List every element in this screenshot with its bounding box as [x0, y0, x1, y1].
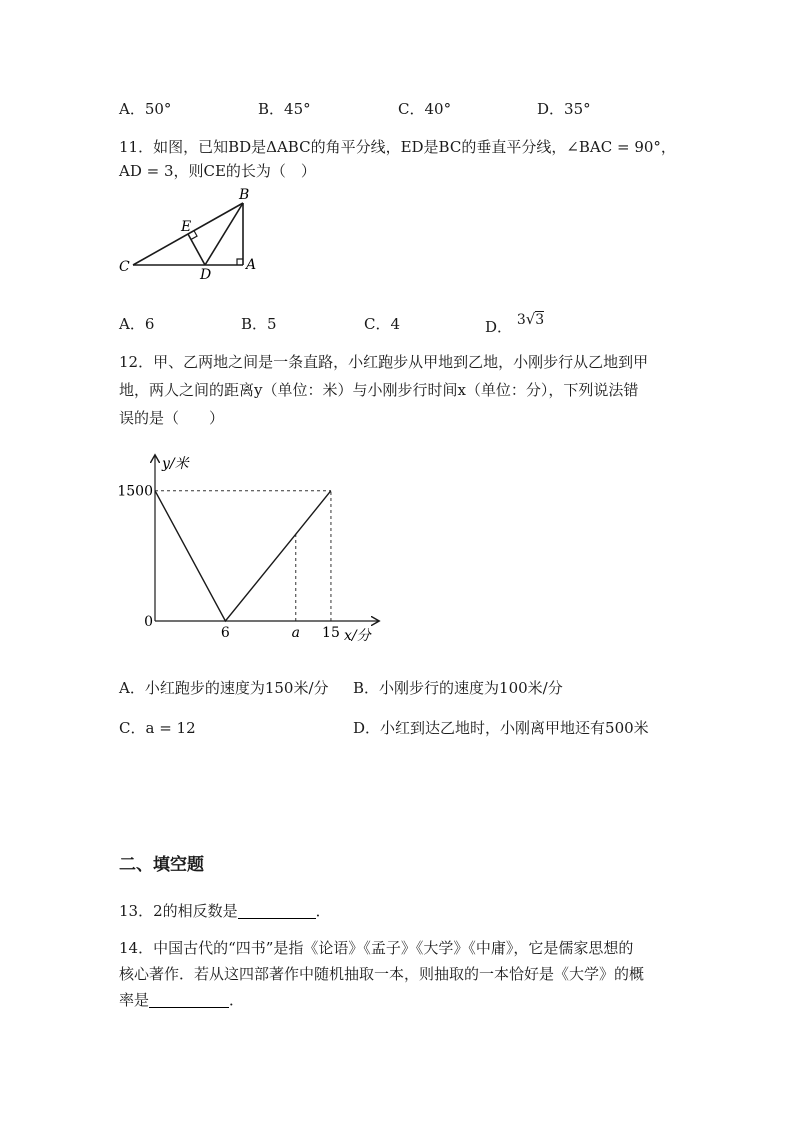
segment-BD	[205, 203, 243, 265]
q12-stem-line2: 地，两人之间的距离y（单位：米）与小刚步行时间x（单位：分），下列说法错	[119, 381, 639, 399]
x-tick-label: 15	[322, 625, 340, 641]
y-tick-label: 0	[144, 614, 153, 630]
label-C: C	[119, 259, 130, 275]
y-axis-label: y/米	[162, 456, 189, 472]
q13-answer-blank[interactable]	[238, 904, 316, 919]
q12-option-a: A．小红跑步的速度为150米/分	[119, 679, 329, 697]
q11-option-d-radical: 3√3	[516, 310, 545, 328]
q14-stem-line3: 率是 ．	[119, 991, 245, 1009]
q10-option-a: A．50°	[119, 100, 172, 118]
q12-stem-line1: 12．甲、乙两地之间是一条直路，小红跑步从甲地到乙地，小刚步行从乙地到甲	[119, 353, 649, 371]
segment-ED	[188, 234, 205, 265]
q11-option-d	[485, 310, 545, 336]
q14-answer-blank[interactable]	[149, 993, 229, 1008]
section-title: 二、填空题	[119, 855, 204, 875]
q14-stem-line1: 14．中国古代的“四书”是指《论语》《孟子》《大学》《中庸》，它是儒家思想的	[119, 939, 634, 957]
q10-option-d: D．35°	[537, 100, 591, 118]
y-tick-label: 1500	[117, 483, 153, 500]
label-B: B	[239, 187, 250, 203]
q12-option-c: C．a = 12	[119, 719, 196, 737]
q11-option-c: C．4	[364, 315, 401, 333]
x-tick-label: a	[291, 625, 300, 641]
q10-option-b: B．45°	[258, 100, 311, 118]
x-tick-label: 6	[220, 625, 230, 641]
q10-option-c: C．40°	[398, 100, 452, 118]
label-A: A	[246, 257, 257, 273]
right-angle-mark-A	[237, 259, 243, 265]
q11-triangle-figure	[115, 187, 285, 282]
q11-stem-line1: 11．如图，已知BD是ΔABC的角平分线，ED是BC的垂直平分线，∠BAC = 90°，	[119, 138, 676, 156]
q14-stem-line2: 核心著作．若从这四部著作中随机抽取一本，则抽取的一本恰好是《大学》的概	[119, 965, 645, 983]
x-axis-label: x/分	[344, 628, 371, 644]
label-E: E	[181, 219, 192, 235]
q12-option-b: B．小刚步行的速度为100米/分	[353, 679, 563, 697]
q12-option-d: D．小红到达乙地时，小刚离甲地还有500米	[353, 719, 649, 737]
q11-option-a: A．6	[119, 315, 155, 333]
q11-option-b: B．5	[241, 315, 277, 333]
q12-stem-line3: 误的是（ ）	[119, 409, 225, 427]
q11-stem-line2: AD = 3，则CE的长为（ ）	[119, 162, 316, 180]
q13: 13．2的相反数是 ．	[119, 902, 331, 920]
label-D: D	[200, 267, 212, 283]
q12-distance-time-chart	[117, 450, 410, 650]
q11-option-d-label: D．	[485, 318, 513, 336]
series-line	[155, 491, 331, 621]
